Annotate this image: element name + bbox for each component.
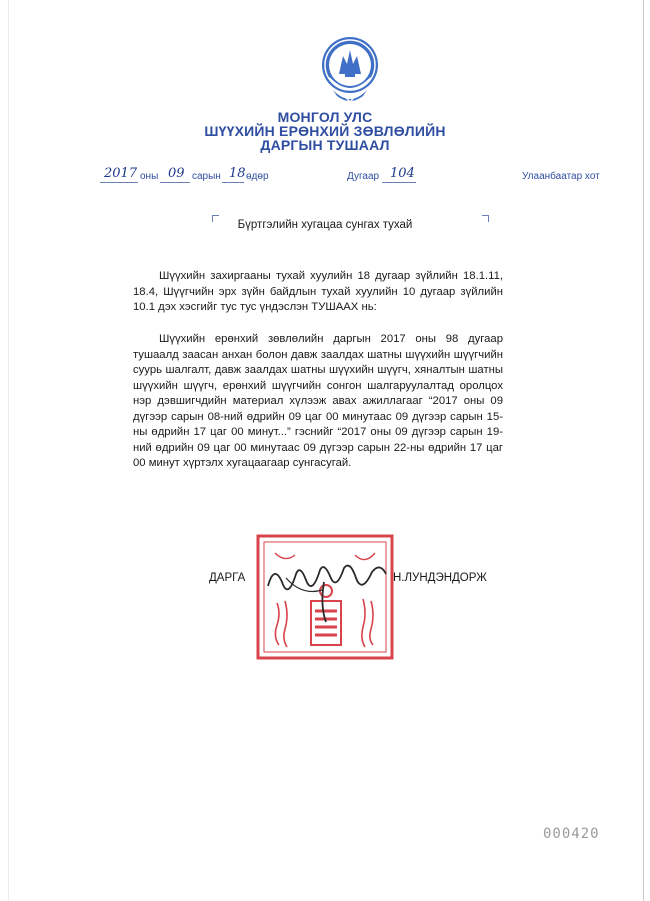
day-label: өдөр: [246, 171, 269, 182]
document-subject: Бүртгэлийн хугацаа сунгах тухай: [237, 219, 413, 231]
state-emblem-icon: [319, 34, 381, 106]
paragraph-1-text: Шүүхийн захиргааны тухай хуулийн 18 дугаар зүйлийн 18.1.11, 18.4, Шүүгчийн эрх зүйн байдлын тухай хуулийн 10 дугаар зүйлийн 10.1 дэх хэсгийг тус тус үндэслэн ТУШААХ нь:: [133, 270, 503, 313]
year-underline: [100, 182, 138, 183]
day-underline: [222, 182, 244, 183]
header-council: ШҮҮХИЙН ЕРӨНХИЙ ЗӨВЛӨЛИЙН: [204, 123, 446, 139]
body-paragraph-1: [133, 269, 503, 316]
day-value: 18: [229, 166, 246, 181]
meta-row: [0, 166, 650, 186]
month-value: 09: [168, 166, 185, 181]
place: Улаанбаатар хот: [522, 171, 600, 182]
number-underline: [382, 182, 416, 183]
month-label: сарын: [192, 171, 221, 182]
signatory-title: ДАРГА: [209, 572, 246, 584]
header-country: МОНГОЛ УЛС: [277, 109, 373, 125]
header-order-type: ДАРГЫН ТУШААЛ: [260, 137, 390, 153]
paragraph-2-text: Шүүхийн ерөнхий зөвлөлийн даргын 2017 оны 98 дугаар тушаалд заасан анхан болон давж заалдах шатны шүүхийн шүүгчийн суурь шалгалт, давж заалдах шатны шүүхийн шүүгч, хяналтын шатны шүүхийн шүүгч, ерөнхий шүүгчийн сонгон шалгаруулалтад оролцох нэр дэвшигчдийн материал хүлээж авах ажиллагааг “2017 оны 09 дүгээр сарын 08-ний өдрийн 09 цаг 00 минутаас 09 дүгээр сарын 15-ны өдрийн 17 цаг 00 минут...” гэснийг “2017 оны 09 дүгээр сарын 19-ний өдрийн 09 цаг 00 минутаас 09 дүгээр сарын 22-ны өдрийн 17 цаг 00 минут хүртэлх хугацаагаар сунгасугай.: [133, 333, 503, 469]
year-value: 2017: [104, 166, 138, 181]
month-underline: [160, 182, 190, 183]
number-label: Дугаар: [347, 171, 380, 182]
document-header: [0, 110, 650, 152]
handwritten-signature: [262, 556, 392, 626]
year-label: оны: [140, 171, 159, 182]
signatory-name: Н.ЛУНДЭНДОРЖ: [393, 572, 487, 584]
body-paragraph-2: [133, 332, 503, 472]
order-number: 104: [390, 166, 415, 181]
serial-number: 000420: [543, 826, 600, 842]
